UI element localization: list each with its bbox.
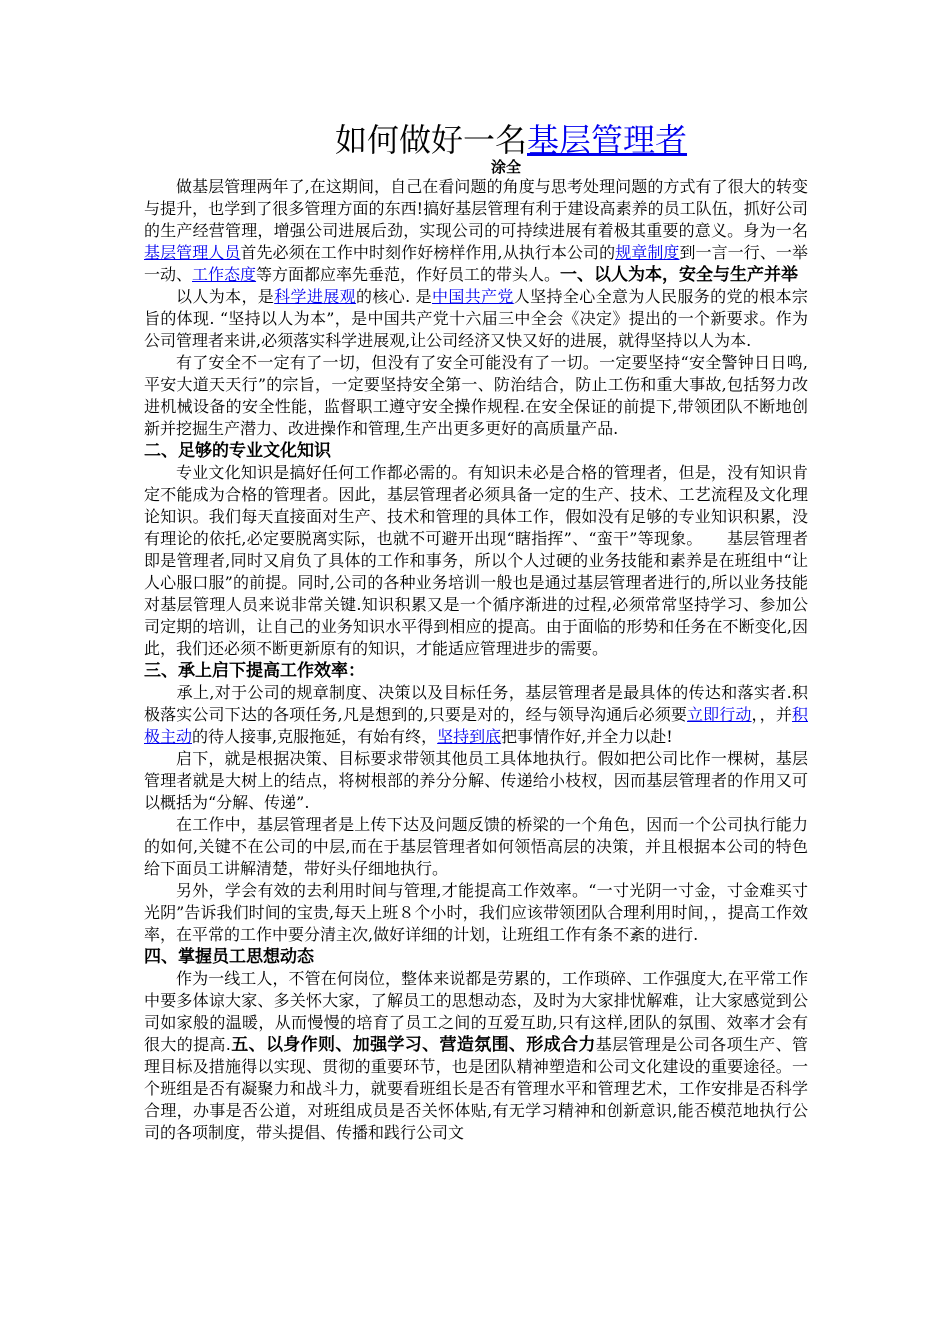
section-heading-2: 二、足够的专业文化知识 <box>144 441 331 461</box>
document-title <box>214 118 808 162</box>
link-kexue-jinzhanguan[interactable]: 科学进展观 <box>274 287 356 306</box>
section-heading-4: 四、掌握员工思想动态 <box>144 947 314 967</box>
author: 涂全 <box>490 158 521 176</box>
section4-paragraph-1: 作为一线工人，不管在何岗位，整体来说都是劳累的，工作琐碎、工作强度大,在平常工作中要多体谅大家、多关怀大家，了解员工的思想动态，及时为大家排忧解难，让大家感觉到公司如家般的温暖，从而慢慢的培育了员工之间的互爱互助,只有这样,团队的氛围、效率才会有很大的提高.五、以身作则、加强学习、营造氛围、形成合力基层管理是公司各项生产、管理目标及措施得以实现、贯彻的重要环节，也是团队精神塑造和公司文化建设的重要途径。一个班组是否有凝聚力和战斗力，就要看班组长是否有管理水平和管理艺术，工作安排是否科学合理，办事是否公道，对班组成员是否关怀体贴,有无学习精神和创新意识,能否模范地执行公司的各项制度，带头提倡、传播和践行公司文 <box>144 969 808 1142</box>
link-liji-xingdong[interactable]: 立即行动 <box>686 705 752 724</box>
section3-paragraph-2: 启下，就是根据决策、目标要求带领其他员工具体地执行。假如把公司比作一棵树，基层管理者就是大树上的结点，将树根部的养分分解、传递给小枝杈，因而基层管理者的作用又可以概括为“分解、传递”. <box>144 749 808 812</box>
link-jiji-zhudong[interactable]: 积极主动 <box>144 705 808 746</box>
section3-paragraph-4: 另外，学会有效的去利用时间与管理,才能提高工作效率。“一寸光阴一寸金，寸金难买寸光阴”告诉我们时间的宝贵,每天上班８个小时，我们应该带领团队合理利用时间，，提高工作效率，在平常的工作中要分清主次,做好详细的计划，让班组工作有条不紊的进行. <box>144 881 808 944</box>
section2-paragraph-1: 专业文化知识是搞好任何工作都必需的。有知识未必是合格的管理者，但是，没有知识肯定不能成为合格的管理者。因此，基层管理者必须具备一定的生产、技术、工艺流程及文化理论知识。我们每天直接面对生产、技术和管理的具体工作，假如没有足够的专业知识积累，没有理论的依托,必定要脱离实际，也就不可避开出现“瞎指挥”、“蛮干”等现象。 基层管理者即是管理者,同时又肩负了具体的工作和事务，所以个人过硬的业务技能和素养是在班组中“让人心服口服”的前提。同时,公司的各种业务培训一般也是通过基层管理者进行的,所以业务技能对基层管理人员来说非常关键.知识积累又是一个循序渐进的过程,必须常常坚持学习、参加公司定期的培训，让自己的业务知识水平得到相应的提高。由于面临的形势和任务在不断变化,因此，我们还必须不断更新原有的知识，才能适应管理进步的需要。 <box>144 463 808 658</box>
link-jianchi-daodi[interactable]: 坚持到底 <box>437 727 502 746</box>
document-page <box>144 118 808 1144</box>
section-heading-3: 三、承上启下提高工作效率： <box>144 661 365 681</box>
title-link[interactable]: 基层管理者 <box>527 121 688 159</box>
section-heading-1: 一、以人为本，安全与生产并举 <box>560 265 799 285</box>
link-zhongguo-gongchandang[interactable]: 中国共产党 <box>431 287 514 306</box>
link-jiceng-guanli-renyuan[interactable]: 基层管理人员 <box>144 243 241 262</box>
link-guizhang-zhidu[interactable]: 规章制度 <box>615 243 680 262</box>
link-gongzuo-taidu[interactable]: 工作态度 <box>192 265 257 284</box>
section1-paragraph-1: 以人为本，是科学进展观的核心. 是中国共产党人坚持全心全意为人民服务的党的根本宗旨的体现. “坚持以人为本”，是中国共产党十六届三中全会《决定》提出的一个新要求。作为公司管理者来讲,必须落实科学进展观,让公司经济又快又好的进展，就得坚持以人为本. <box>144 287 808 350</box>
section3-paragraph-3: 在工作中，基层管理者是上传下达及问题反馈的桥梁的一个角色，因而一个公司执行能力的如何,关键不在公司的中层,而在于基层管理者如何领悟高层的决策，并且根据本公司的特色给下面员工讲解清楚，带好头仔细地执行。 <box>144 815 808 878</box>
intro-paragraph: 做基层管理两年了,在这期间，自己在看问题的角度与思考处理问题的方式有了很大的转变与提升，也学到了很多管理方面的东西!搞好基层管理有利于建设高素养的员工队伍，抓好公司的生产经营管理，增强公司进展后劲，实现公司的可持续进展有着极其重要的意义。身为一名基层管理人员首先必须在工作中时刻作好榜样作用,从执行本公司的规章制度到一言一行、一举一动、工作态度等方面都应率先垂范，作好员工的带头人。一、以人为本，安全与生产并举 <box>144 177 808 285</box>
title-text: 如何做好一名 <box>334 121 527 159</box>
section-heading-5: 五、以身作则、加强学习、营造氛围、形成合力 <box>230 1035 596 1055</box>
section3-paragraph-1: 承上,对于公司的规章制度、决策以及目标任务，基层管理者是最具体的传达和落实者.积极落实公司下达的各项任务,凡是想到的,只要是对的，经与领导沟通后必须要立即行动，，并积极主动的待人接事,克服拖延，有始有终，坚持到底把事情作好,并全力以赴! <box>144 683 808 746</box>
section1-paragraph-2: 有了安全不一定有了一切，但没有了安全可能没有了一切。一定要坚持“安全警钟日日鸣,平安大道天天行”的宗旨，一定要坚持安全第一、防治结合，防止工伤和重大事故,包括努力改进机械设备的安全性能，监督职工遵守安全操作规程.在安全保证的前提下,带领团队不断地创新并挖掘生产潜力、改进操作和管理,生产出更多更好的高质量产品. <box>144 353 808 438</box>
